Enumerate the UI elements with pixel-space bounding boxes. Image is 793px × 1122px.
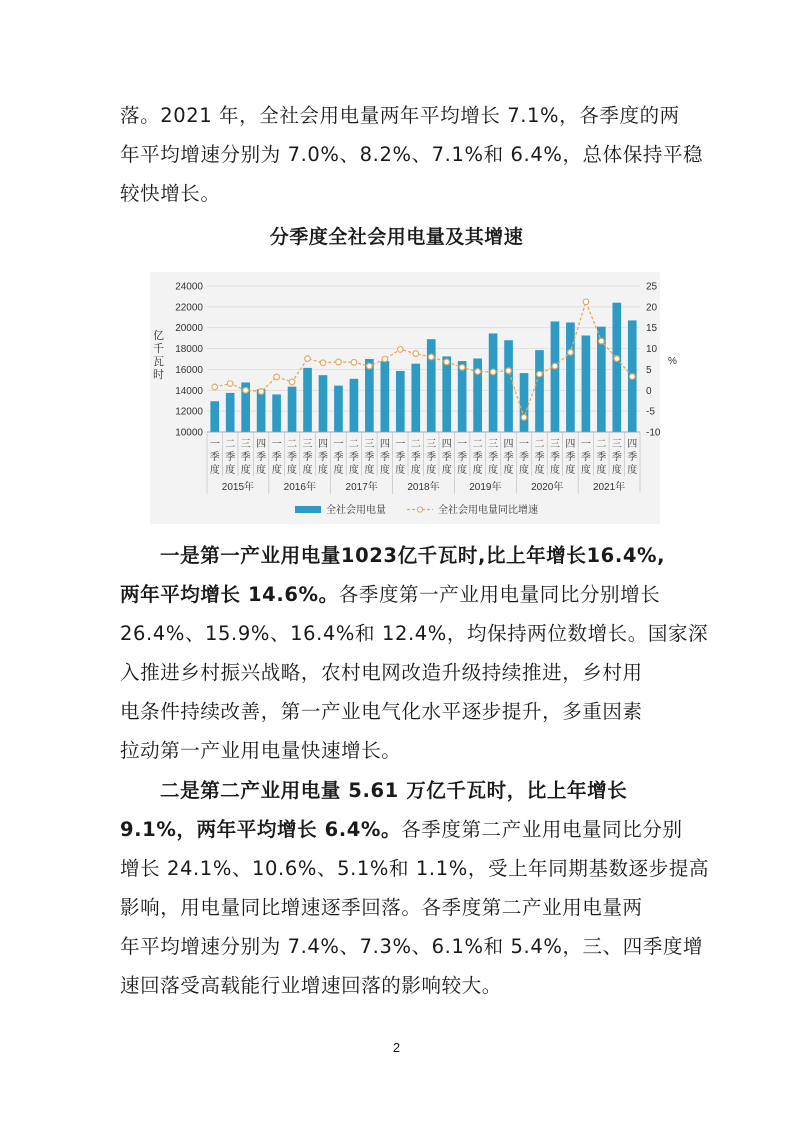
quarter-label-char: 季 bbox=[209, 452, 220, 463]
quarter-label-char: 季 bbox=[426, 452, 437, 463]
quarter-label-char: 季 bbox=[519, 452, 530, 463]
text-line: 26.4%、15.9%、16.4%和 12.4%，均保持两位数增长。国家深 bbox=[120, 622, 709, 645]
quarter-label-char: 季 bbox=[503, 452, 514, 463]
quarter-label-char: 季 bbox=[348, 452, 359, 463]
quarter-label-char: 一 bbox=[519, 439, 530, 450]
growth-point bbox=[444, 359, 450, 365]
growth-point bbox=[614, 356, 620, 362]
y-right-tick: 25 bbox=[646, 281, 658, 293]
text-line: 拉动第一产业用电量快速增长。 bbox=[120, 739, 402, 762]
quarter-label-char: 度 bbox=[317, 465, 328, 476]
growth-point bbox=[398, 347, 404, 353]
quarter-label-char: 季 bbox=[580, 452, 591, 463]
quarter-label-char: 度 bbox=[395, 465, 406, 476]
growth-point bbox=[583, 299, 589, 305]
bar bbox=[334, 386, 343, 432]
growth-point bbox=[351, 360, 357, 366]
quarter-label-char: 度 bbox=[240, 465, 251, 476]
quarter-label-char: 一 bbox=[209, 439, 220, 450]
text-line: 电条件持续改善，第一产业电气化水平逐步提升，多重因素 bbox=[120, 700, 643, 723]
y-right-tick: -5 bbox=[646, 406, 655, 418]
text-line: 年平均增速分别为 7.0%、8.2%、7.1%和 6.4%，总体保持平稳 bbox=[120, 143, 704, 166]
quarter-label-char: 季 bbox=[317, 452, 328, 463]
text-line: 年平均增速分别为 7.4%、7.3%、6.1%和 5.4%，三、四季度增 bbox=[120, 935, 704, 958]
bar bbox=[365, 359, 374, 432]
quarter-label-char: 度 bbox=[503, 465, 514, 476]
text: 各季度第一产业用电量同比分别增长 bbox=[338, 583, 661, 606]
y-left-label-char: 时 bbox=[153, 369, 164, 381]
quarter-label-char: 度 bbox=[611, 465, 622, 476]
quarter-label-char: 三 bbox=[426, 439, 437, 450]
legend-line-label: 全社会用电量同比增速 bbox=[438, 505, 538, 516]
quarter-label-char: 三 bbox=[364, 439, 375, 450]
quarter-label-char: 度 bbox=[287, 465, 298, 476]
y-left-tick: 20000 bbox=[175, 323, 203, 335]
y-left-tick: 24000 bbox=[175, 281, 203, 293]
quarter-label-char: 四 bbox=[441, 439, 452, 450]
y-right-tick: 5 bbox=[646, 364, 652, 376]
text-line-bold: 一是第一产业用电量1023亿千瓦时,比上年增长16.4%, bbox=[160, 544, 666, 567]
bar bbox=[226, 393, 235, 432]
text-line-bold: 二是第二产业用电量 5.61 万亿千瓦时，比上年增长 bbox=[160, 779, 628, 802]
quarter-label-char: 二 bbox=[534, 439, 545, 450]
quarter-label-char: 度 bbox=[549, 465, 560, 476]
quarter-label-char: 一 bbox=[580, 439, 591, 450]
bar bbox=[535, 350, 544, 432]
chart-panel bbox=[150, 272, 677, 524]
quarter-label-char: 二 bbox=[472, 439, 483, 450]
quarter-label-char: 度 bbox=[488, 465, 499, 476]
quarter-label-char: 季 bbox=[441, 452, 452, 463]
year-label: 2016年 bbox=[283, 482, 316, 493]
quarter-label-char: 季 bbox=[534, 452, 545, 463]
bar bbox=[272, 394, 281, 432]
y-right-tick: 0 bbox=[646, 385, 652, 397]
quarter-label-char: 度 bbox=[565, 465, 576, 476]
text-line: 入推进乡村振兴战略，农村电网改造升级持续推进，乡村用 bbox=[120, 661, 643, 684]
year-label: 2019年 bbox=[469, 482, 502, 493]
quarter-label-char: 度 bbox=[519, 465, 530, 476]
text-line: 影响，用电量同比增速逐季回落。各季度第二产业用电量两 bbox=[120, 896, 643, 919]
quarter-label-char: 二 bbox=[287, 439, 298, 450]
quarter-label-char: 度 bbox=[441, 465, 452, 476]
quarter-label-char: 二 bbox=[348, 439, 359, 450]
paragraph-primary-industry bbox=[120, 536, 709, 770]
bar bbox=[504, 340, 513, 432]
text-line: 增长 24.1%、10.6%、5.1%和 1.1%，受上年同期基数逐步提高 bbox=[120, 857, 710, 880]
growth-point bbox=[475, 369, 481, 375]
quarter-label-char: 度 bbox=[209, 465, 220, 476]
quarter-label-char: 度 bbox=[348, 465, 359, 476]
quarter-label-char: 三 bbox=[302, 439, 313, 450]
quarter-label-char: 季 bbox=[364, 452, 375, 463]
quarter-label-char: 季 bbox=[395, 452, 406, 463]
growth-point bbox=[413, 351, 419, 357]
growth-point bbox=[629, 374, 635, 380]
growth-point bbox=[258, 389, 264, 395]
growth-point bbox=[537, 371, 543, 377]
quarter-label-char: 四 bbox=[627, 439, 638, 450]
quarter-label-char: 季 bbox=[472, 452, 483, 463]
growth-point bbox=[382, 356, 388, 362]
growth-point bbox=[552, 363, 558, 369]
growth-point bbox=[490, 369, 496, 375]
quarter-label-char: 度 bbox=[364, 465, 375, 476]
quarter-label-char: 度 bbox=[426, 465, 437, 476]
legend-line-marker bbox=[417, 507, 422, 512]
text: 各季度第二产业用电量同比分别 bbox=[401, 818, 683, 841]
bar bbox=[381, 361, 390, 432]
quarter-label-char: 季 bbox=[256, 452, 267, 463]
quarter-label-char: 度 bbox=[379, 465, 390, 476]
bar bbox=[303, 368, 312, 432]
bar bbox=[566, 323, 575, 433]
quarter-label-char: 二 bbox=[410, 439, 421, 450]
quarter-label-char: 季 bbox=[549, 452, 560, 463]
quarter-label-char: 一 bbox=[333, 439, 344, 450]
quarter-label-char: 度 bbox=[302, 465, 313, 476]
quarter-label-char: 度 bbox=[580, 465, 591, 476]
growth-point bbox=[212, 384, 218, 390]
quarter-label-char: 三 bbox=[611, 439, 622, 450]
bar bbox=[442, 356, 451, 432]
y-left-tick: 14000 bbox=[175, 385, 203, 397]
growth-point bbox=[568, 350, 574, 356]
text-bold: 9.1%，两年平均增长 6.4%。 bbox=[120, 818, 402, 841]
growth-point bbox=[336, 359, 342, 365]
text-line: 落。2021 年，全社会用电量两年平均增长 7.1%，各季度的两 bbox=[120, 104, 680, 127]
year-label: 2020年 bbox=[531, 482, 564, 493]
quarter-label-char: 季 bbox=[627, 452, 638, 463]
quarter-label-char: 度 bbox=[596, 465, 607, 476]
quarter-label-char: 季 bbox=[565, 452, 576, 463]
quarter-label-char: 度 bbox=[225, 465, 236, 476]
growth-point bbox=[243, 387, 249, 393]
quarter-label-char: 季 bbox=[488, 452, 499, 463]
quarter-label-char: 季 bbox=[379, 452, 390, 463]
chart-title: 分季度全社会用电量及其增速 bbox=[269, 226, 524, 248]
quarter-label-char: 三 bbox=[240, 439, 251, 450]
y-right-tick: 10 bbox=[646, 344, 658, 356]
bar bbox=[350, 379, 359, 432]
page-number: 2 bbox=[392, 1040, 401, 1055]
y-right-label: % bbox=[668, 356, 677, 367]
quarter-label-char: 度 bbox=[472, 465, 483, 476]
y-left-tick: 12000 bbox=[175, 406, 203, 418]
electricity-chart bbox=[150, 272, 677, 524]
quarter-label-char: 度 bbox=[271, 465, 282, 476]
quarter-label-char: 度 bbox=[534, 465, 545, 476]
bar bbox=[319, 375, 328, 432]
bar bbox=[612, 303, 621, 432]
quarter-label-char: 二 bbox=[596, 439, 607, 450]
y-left-tick: 10000 bbox=[175, 427, 203, 439]
bar bbox=[582, 336, 591, 432]
growth-point bbox=[289, 379, 295, 385]
y-left-label-char: 亿 bbox=[153, 330, 164, 342]
bar bbox=[427, 339, 436, 432]
growth-point bbox=[428, 354, 434, 360]
growth-point bbox=[274, 374, 280, 380]
year-label: 2017年 bbox=[345, 482, 378, 493]
legend-bar-swatch bbox=[295, 506, 321, 513]
quarter-label-char: 季 bbox=[225, 452, 236, 463]
year-label: 2021年 bbox=[592, 482, 626, 493]
year-label: 2018年 bbox=[407, 482, 440, 493]
quarter-label-char: 季 bbox=[410, 452, 421, 463]
growth-point bbox=[367, 363, 373, 369]
quarter-label-char: 季 bbox=[457, 452, 468, 463]
text-line: 速回落受高载能行业增速回落的影响较大。 bbox=[120, 974, 502, 997]
quarter-label-char: 季 bbox=[287, 452, 298, 463]
y-left-label-char: 千 bbox=[153, 343, 164, 355]
bar bbox=[210, 401, 219, 432]
quarter-label-char: 度 bbox=[256, 465, 267, 476]
bar bbox=[489, 333, 498, 432]
bar bbox=[288, 387, 297, 432]
growth-point bbox=[227, 381, 233, 387]
paragraph-secondary-industry bbox=[120, 771, 710, 1005]
y-right-tick: 20 bbox=[646, 302, 658, 314]
text-bold: 两年平均增长 14.6%。 bbox=[120, 583, 339, 606]
bar bbox=[396, 371, 405, 432]
quarter-label-char: 度 bbox=[627, 465, 638, 476]
y-right-tick: -10 bbox=[646, 427, 661, 439]
quarter-label-char: 季 bbox=[333, 452, 344, 463]
text-line: 较快增长。 bbox=[120, 182, 221, 205]
quarter-label-char: 一 bbox=[457, 439, 468, 450]
bar bbox=[520, 373, 529, 432]
quarter-label-char: 四 bbox=[565, 439, 576, 450]
paragraph-intro bbox=[120, 96, 704, 213]
growth-point bbox=[506, 368, 512, 374]
bar bbox=[458, 361, 467, 432]
quarter-label-char: 季 bbox=[302, 452, 313, 463]
bar bbox=[551, 321, 560, 432]
y-left-tick: 16000 bbox=[175, 364, 203, 376]
quarter-label-char: 季 bbox=[240, 452, 251, 463]
quarter-label-char: 二 bbox=[225, 439, 236, 450]
quarter-label-char: 四 bbox=[256, 439, 267, 450]
quarter-label-char: 四 bbox=[379, 439, 390, 450]
y-left-tick: 18000 bbox=[175, 344, 203, 356]
bar bbox=[411, 364, 420, 432]
quarter-label-char: 四 bbox=[317, 439, 328, 450]
quarter-label-char: 季 bbox=[611, 452, 622, 463]
quarter-label-char: 季 bbox=[596, 452, 607, 463]
quarter-label-char: 一 bbox=[271, 439, 282, 450]
growth-point bbox=[599, 338, 605, 344]
y-right-tick: 15 bbox=[646, 323, 658, 335]
quarter-label-char: 一 bbox=[395, 439, 406, 450]
legend-bar-label: 全社会用电量 bbox=[326, 505, 386, 516]
quarter-label-char: 季 bbox=[271, 452, 282, 463]
y-left-tick: 22000 bbox=[175, 302, 203, 314]
growth-point bbox=[521, 415, 527, 421]
quarter-label-char: 度 bbox=[333, 465, 344, 476]
growth-point bbox=[320, 360, 326, 366]
growth-point bbox=[459, 365, 465, 371]
quarter-label-char: 三 bbox=[549, 439, 560, 450]
y-left-label-char: 瓦 bbox=[153, 356, 164, 368]
bar bbox=[257, 389, 266, 432]
quarter-label-char: 三 bbox=[488, 439, 499, 450]
growth-point bbox=[305, 356, 311, 362]
quarter-label-char: 度 bbox=[410, 465, 421, 476]
quarter-label-char: 四 bbox=[503, 439, 514, 450]
quarter-label-char: 度 bbox=[457, 465, 468, 476]
year-label: 2015年 bbox=[221, 482, 255, 493]
